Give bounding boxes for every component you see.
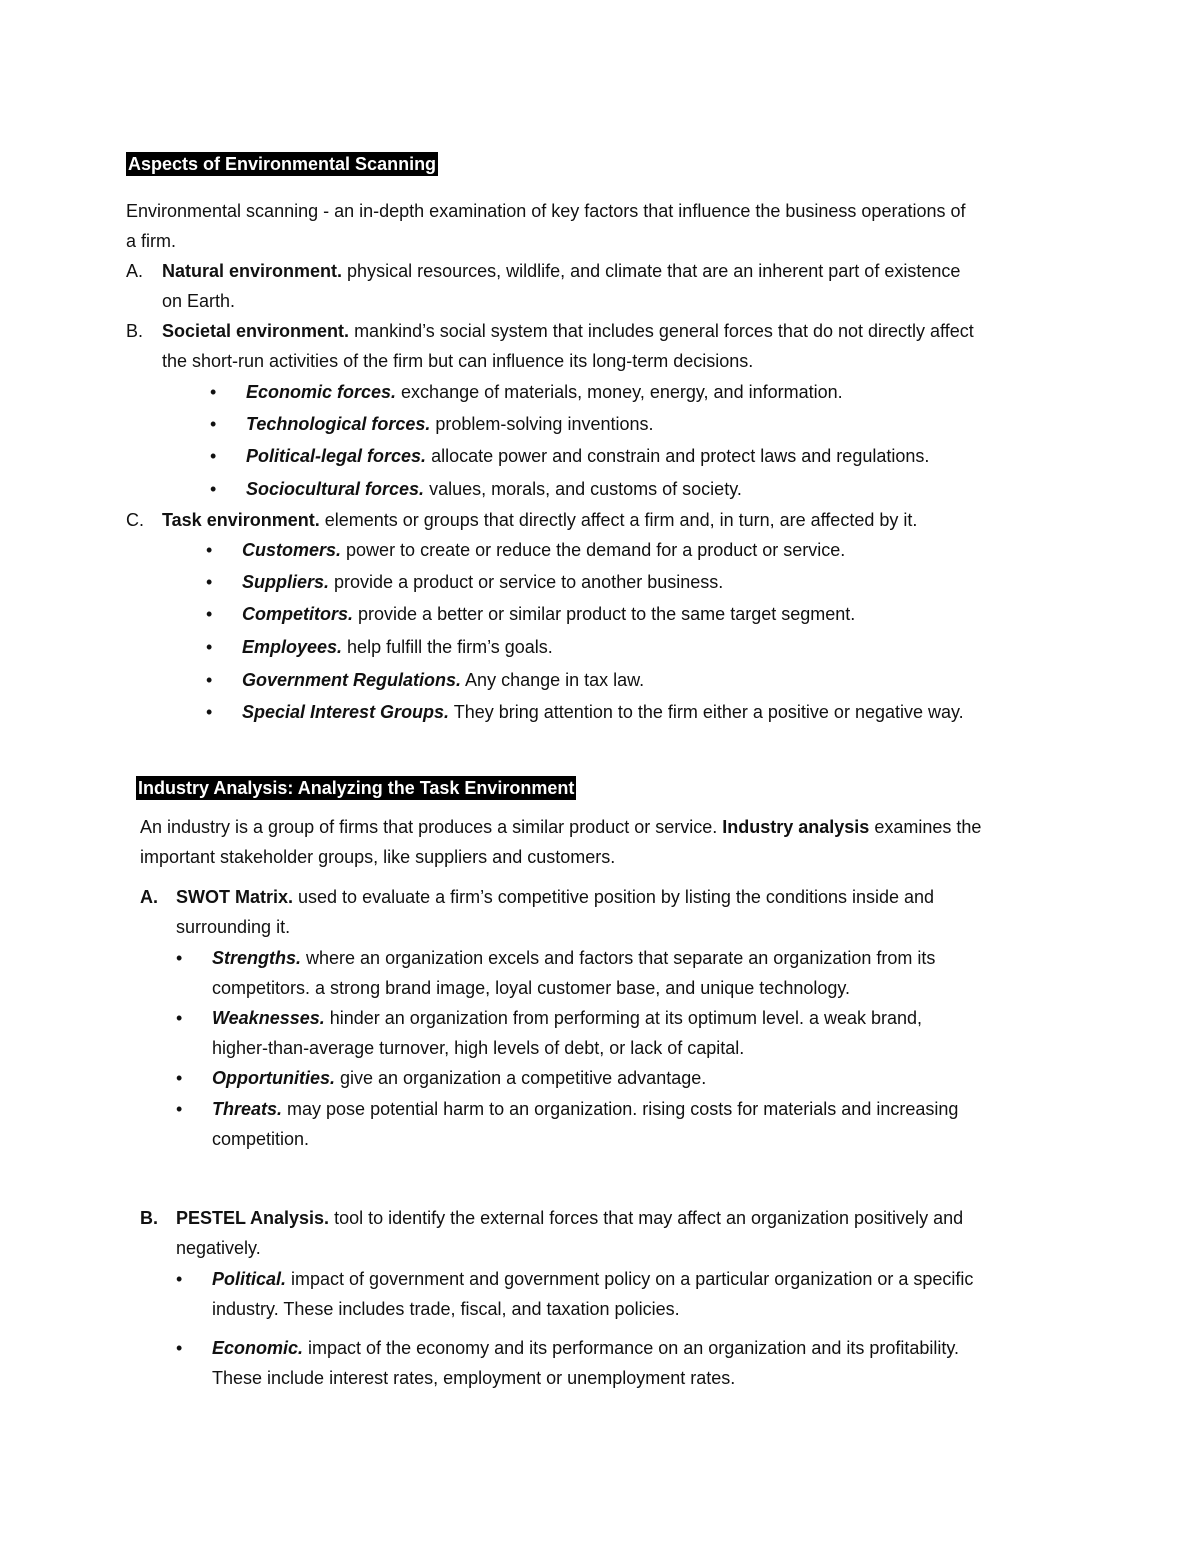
description: competition.	[212, 1129, 310, 1149]
description: physical resources, wildlife, and climate that are an inherent part of existence	[342, 261, 961, 281]
description: the short-run activities of the firm but can influence its long-term decisions.	[162, 351, 754, 371]
bullet-icon: •	[210, 382, 217, 402]
description: exchange of materials, money, energy, and information.	[396, 382, 843, 402]
bullet-icon: •	[176, 1099, 183, 1119]
intro-paragraph	[126, 196, 966, 256]
list-marker: B.	[140, 1208, 158, 1228]
term: Weaknesses.	[212, 1008, 325, 1028]
term: Sociocultural forces.	[246, 479, 425, 499]
term: Political-legal forces.	[246, 446, 427, 466]
description: provide a better or similar product to the same target segment.	[353, 604, 856, 624]
term: Societal environment.	[162, 321, 350, 341]
description: may pose potential harm to an organization. rising costs for materials and increasing	[282, 1099, 959, 1119]
description: They bring attention to the firm either a positive or negative way.	[449, 702, 964, 722]
intro-line: a firm.	[126, 231, 177, 251]
bullet-icon: •	[210, 446, 217, 466]
term: Threats.	[212, 1099, 283, 1119]
term: Economic.	[212, 1338, 304, 1358]
description: on Earth.	[162, 291, 236, 311]
list-marker: A.	[140, 887, 158, 907]
description: problem-solving inventions.	[430, 414, 654, 434]
description: mankind’s social system that includes general forces that do not directly affect	[349, 321, 974, 341]
bullet-icon: •	[206, 572, 213, 592]
term: Strengths.	[212, 948, 302, 968]
intro-line: important stakeholder groups, like suppliers and customers.	[140, 847, 616, 867]
section-heading-industry-analysis: Industry Analysis: Analyzing the Task Environment	[138, 778, 575, 798]
description: provide a product or service to another business.	[329, 572, 724, 592]
term: Opportunities.	[212, 1068, 335, 1088]
section-heading-environmental-scanning: Aspects of Environmental Scanning	[128, 154, 437, 174]
description: Any change in tax law.	[461, 670, 645, 690]
intro-line: Environmental scanning - an in-depth examination of key factors that influence the business operations of	[126, 201, 966, 221]
description: negatively.	[176, 1238, 261, 1258]
bullet-icon: •	[206, 702, 213, 722]
term: Political.	[212, 1269, 287, 1289]
bullet-icon: •	[176, 1068, 183, 1088]
bullet-icon: •	[176, 1008, 183, 1028]
description: hinder an organization from performing at its optimum level. a weak brand,	[324, 1008, 923, 1028]
intro-text: An industry is a group of firms that produces a similar product or service.	[140, 817, 723, 837]
description: higher-than-average turnover, high levels of debt, or lack of capital.	[212, 1038, 745, 1058]
description: surrounding it.	[176, 917, 291, 937]
term: SWOT Matrix.	[176, 887, 294, 907]
term: Employees.	[242, 637, 343, 657]
description: help fulfill the firm’s goals.	[342, 637, 553, 657]
industry-intro-paragraph	[140, 812, 981, 872]
list-marker: A.	[126, 261, 144, 281]
bullet-icon: •	[210, 479, 217, 499]
term: Special Interest Groups.	[242, 702, 450, 722]
term: Customers.	[242, 540, 342, 560]
description: give an organization a competitive advantage.	[335, 1068, 707, 1088]
description: power to create or reduce the demand for a product or service.	[341, 540, 846, 560]
bullet-icon: •	[176, 1269, 183, 1289]
list-marker: B.	[126, 321, 144, 341]
term: PESTEL Analysis.	[176, 1208, 330, 1228]
bullet-icon: •	[206, 604, 213, 624]
description: used to evaluate a firm’s competitive position by listing the conditions inside and	[293, 887, 935, 907]
bullet-icon: •	[206, 540, 213, 560]
description: allocate power and constrain and protect laws and regulations.	[426, 446, 930, 466]
description: These include interest rates, employment or unemployment rates.	[212, 1368, 736, 1388]
term: Task environment.	[162, 510, 320, 530]
term: Government Regulations.	[242, 670, 462, 690]
description: values, morals, and customs of society.	[424, 479, 742, 499]
description: tool to identify the external forces that may affect an organization positively and	[329, 1208, 964, 1228]
bullet-icon: •	[176, 1338, 183, 1358]
description: competitors. a strong brand image, loyal customer base, and unique technology.	[212, 978, 851, 998]
intro-text: examines the	[869, 817, 982, 837]
term: Natural environment.	[162, 261, 343, 281]
description: where an organization excels and factors that separate an organization from its	[301, 948, 936, 968]
description: elements or groups that directly affect a firm and, in turn, are affected by it.	[319, 510, 918, 530]
description: industry. These includes trade, fiscal, and taxation policies.	[212, 1299, 680, 1319]
list-marker: C.	[126, 510, 144, 530]
description: impact of the economy and its performance on an organization and its profitability.	[303, 1338, 960, 1358]
description: impact of government and government policy on a particular organization or a specific	[286, 1269, 974, 1289]
intro-term: Industry analysis	[722, 817, 870, 837]
term: Competitors.	[242, 604, 354, 624]
term: Economic forces.	[246, 382, 397, 402]
bullet-icon: •	[206, 670, 213, 690]
term: Suppliers.	[242, 572, 330, 592]
bullet-icon: •	[210, 414, 217, 434]
bullet-icon: •	[176, 948, 183, 968]
term: Technological forces.	[246, 414, 431, 434]
bullet-icon: •	[206, 637, 213, 657]
